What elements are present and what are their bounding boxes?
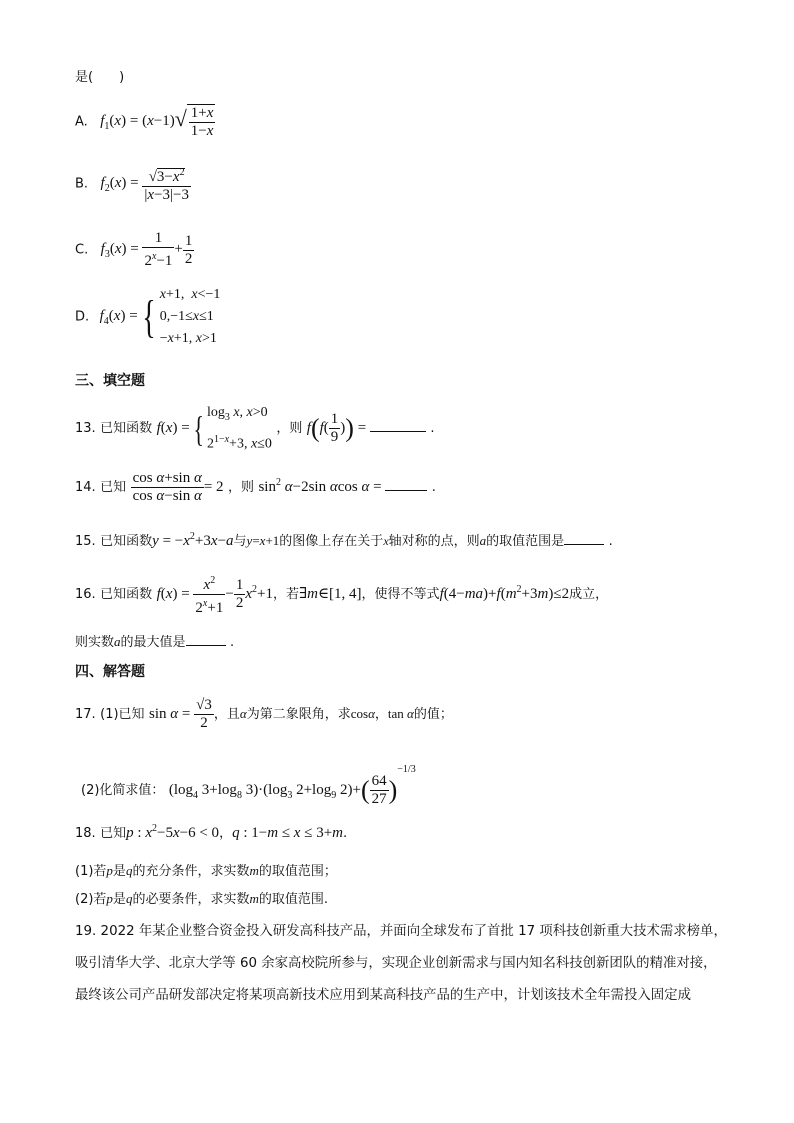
q18-sub2-m: m	[249, 891, 259, 906]
q18-sub1-m: m	[249, 863, 259, 878]
question-16	[75, 572, 608, 617]
q16-alpha: a	[114, 634, 121, 649]
q18-sub1-text-3: 的充分条件，求实数	[132, 864, 250, 879]
q18-sub2-text-2: 是	[112, 892, 126, 907]
question-16-line-2	[75, 631, 234, 650]
q14-text: 已知	[100, 479, 127, 495]
q13-number: 13.	[75, 421, 96, 437]
q18-sub1-text-4: 的取值范围；	[258, 864, 337, 879]
question-15	[75, 530, 613, 550]
q14-number: 14.	[75, 479, 96, 495]
q17-cos: cosα	[350, 705, 375, 721]
q17-part1-text-1: (1)已知	[100, 706, 145, 722]
q18-sub2-p: p	[106, 891, 113, 906]
q15-text-1: 已知函数	[100, 534, 153, 549]
q15-end: .	[608, 534, 613, 549]
question-13	[75, 402, 435, 455]
q16-text-2: ，若	[272, 586, 299, 602]
q18-text: 已知	[100, 826, 127, 841]
q16-end: .	[229, 635, 235, 650]
q17-part1-text-4: ，	[374, 706, 388, 722]
q18-sub2-text-1: (2)若	[75, 892, 107, 907]
section-fill-in-title: 三、填空题	[75, 373, 145, 389]
q18-number: 18.	[75, 826, 96, 841]
option-b	[75, 164, 191, 204]
q15-text-2: 与	[233, 534, 247, 549]
q15-function-1: $y = -x^2+3x-a$	[152, 531, 234, 549]
question-14	[75, 470, 436, 505]
option-b-formula: $f_2(x)$ = $\frac{√3-x^2}{|x-3|-3}$	[101, 175, 191, 191]
q18-condition-p: p : $x^2-5x-6 < 0$	[126, 823, 220, 841]
q14-end: .	[431, 479, 436, 495]
q16-text-1: 已知函数	[100, 586, 153, 602]
q16-number: 16.	[75, 586, 96, 602]
q15-text-5: 的取值范围是	[486, 534, 565, 549]
q16-answer-blank[interactable]	[186, 633, 226, 646]
q17-part2-text: (2)化简求值：	[81, 783, 165, 798]
q16-text-4: 成立，	[569, 586, 609, 602]
option-c-label: C.	[75, 242, 89, 258]
q18-sub1-q: q	[125, 863, 133, 878]
option-c-formula: $f_3(x)$ = $\frac{1}{2^x-1}$ + $\frac{1}{2}$	[100, 230, 193, 269]
question-17-part-2	[81, 764, 416, 808]
q18-sub2-text-3: 的必要条件，求实数	[132, 892, 250, 907]
q16-inequality: $f(4-ma)+f(m^2+3m)\le 2$	[439, 583, 570, 602]
option-a-formula: $f_1(x) = (x-1)√$ $\frac{1+x}{1-x}$	[100, 105, 214, 139]
q13-expression: f(f( $\frac{1}{9}$ )) =	[306, 411, 370, 446]
q17-sin-value: sin α = $\frac{√3}{2}$	[149, 697, 212, 731]
question-19-line-1: 19. 2022 年某企业整合资金投入研发高科技产品，并面向全球发布了首批 17 项科技创新重大技术需求榜单，	[75, 924, 727, 939]
q16-text-3: ，使得不等式	[361, 586, 440, 602]
q13-answer-blank[interactable]	[370, 419, 426, 432]
q17-part1-text-5: 的值；	[413, 706, 453, 722]
q13-end: .	[430, 421, 435, 437]
q13-then: ，则	[276, 421, 303, 437]
q15-answer-blank[interactable]	[564, 532, 604, 545]
q17-tan: tan α	[387, 705, 414, 721]
q18-sub2-text-4: 的取值范围.	[258, 892, 328, 907]
q13-function: f(x) ={ $\log_3 x$, x>0 $2^{1-x}+3$, x≤0	[156, 405, 272, 452]
q17-alpha: α	[239, 705, 247, 721]
q16-exists: ∃m∈[1, 4]	[298, 585, 362, 602]
q17-part1-text-2: ，且	[213, 706, 240, 722]
q14-then: ，则	[228, 479, 255, 495]
q15-alpha: a	[479, 533, 487, 548]
question-12-tail: 是( )	[75, 70, 125, 85]
q18-sub1-p: p	[106, 863, 113, 878]
option-d-formula: $f_4(x)$ ={ x+1, x<−1 0,−1≤x≤1 −x+1, x>1	[99, 287, 221, 346]
q18-condition-q: q : 1−m ≤ x ≤ 3+m	[232, 825, 344, 841]
question-18-sub-1	[75, 860, 337, 879]
q13-text: 已知函数	[100, 421, 153, 437]
q14-expression: $\sin^2 \alpha-2\sin$ αcos α =	[258, 476, 386, 495]
q15-text-4: 轴对称的点，则	[388, 534, 480, 549]
question-18	[75, 822, 347, 842]
q18-end: .	[343, 826, 348, 841]
q16-line2-text-1: 则实数	[75, 635, 115, 650]
section-answer-title: 四、解答题	[75, 664, 145, 680]
q18-separator: ，	[219, 826, 233, 841]
q15-function-2: y=x+1	[246, 533, 280, 548]
question-17-part-1	[75, 697, 453, 732]
q17-number: 17.	[75, 706, 96, 722]
q17-part1-text-3: 为第二象限角，求	[246, 706, 351, 722]
question-19-line-3: 最终该公司产品研发部决定将某项高新技术应用到某高科技产品的生产中，计划该技术全年需投入固定成	[75, 988, 691, 1003]
option-a-label: A.	[75, 114, 88, 130]
q15-number: 15.	[75, 534, 96, 549]
q16-line2-text-2: 的最大值是	[120, 635, 186, 650]
q15-axis-x: x	[383, 534, 389, 548]
option-c	[75, 230, 194, 270]
option-d-label: D.	[75, 309, 90, 325]
question-18-sub-2	[75, 888, 328, 907]
option-d	[75, 284, 220, 350]
q18-sub1-text-1: (1)若	[75, 864, 107, 879]
q18-sub2-q: q	[125, 891, 133, 906]
q18-sub1-text-2: 是	[112, 864, 126, 879]
option-a	[75, 104, 215, 140]
q15-text-3: 的图像上存在关于	[279, 534, 384, 549]
q16-function: f(x) = $\frac{x^2}{2^x+1}$ − $\frac{1}{2}$ $x^2+1$	[157, 586, 273, 602]
q14-answer-blank[interactable]	[385, 478, 427, 491]
q17-part2-expression: ($\log_4$ $3+\log_8$ $3)\cdot(\log_3$ $2+\log_9$ 2)+( $\frac{64}{27}$ )$^{-1/3}$	[168, 764, 416, 808]
option-b-label: B.	[75, 176, 89, 192]
question-19-line-2: 吸引清华大学、北京大学等 60 余家高校院所参与，实现企业创新需求与国内知名科技创新团队的精准对接，	[75, 956, 717, 971]
q14-condition: $\frac{\text{cos α+sin α}}{\text{cos α−sin α}}$ = 2	[132, 470, 224, 504]
